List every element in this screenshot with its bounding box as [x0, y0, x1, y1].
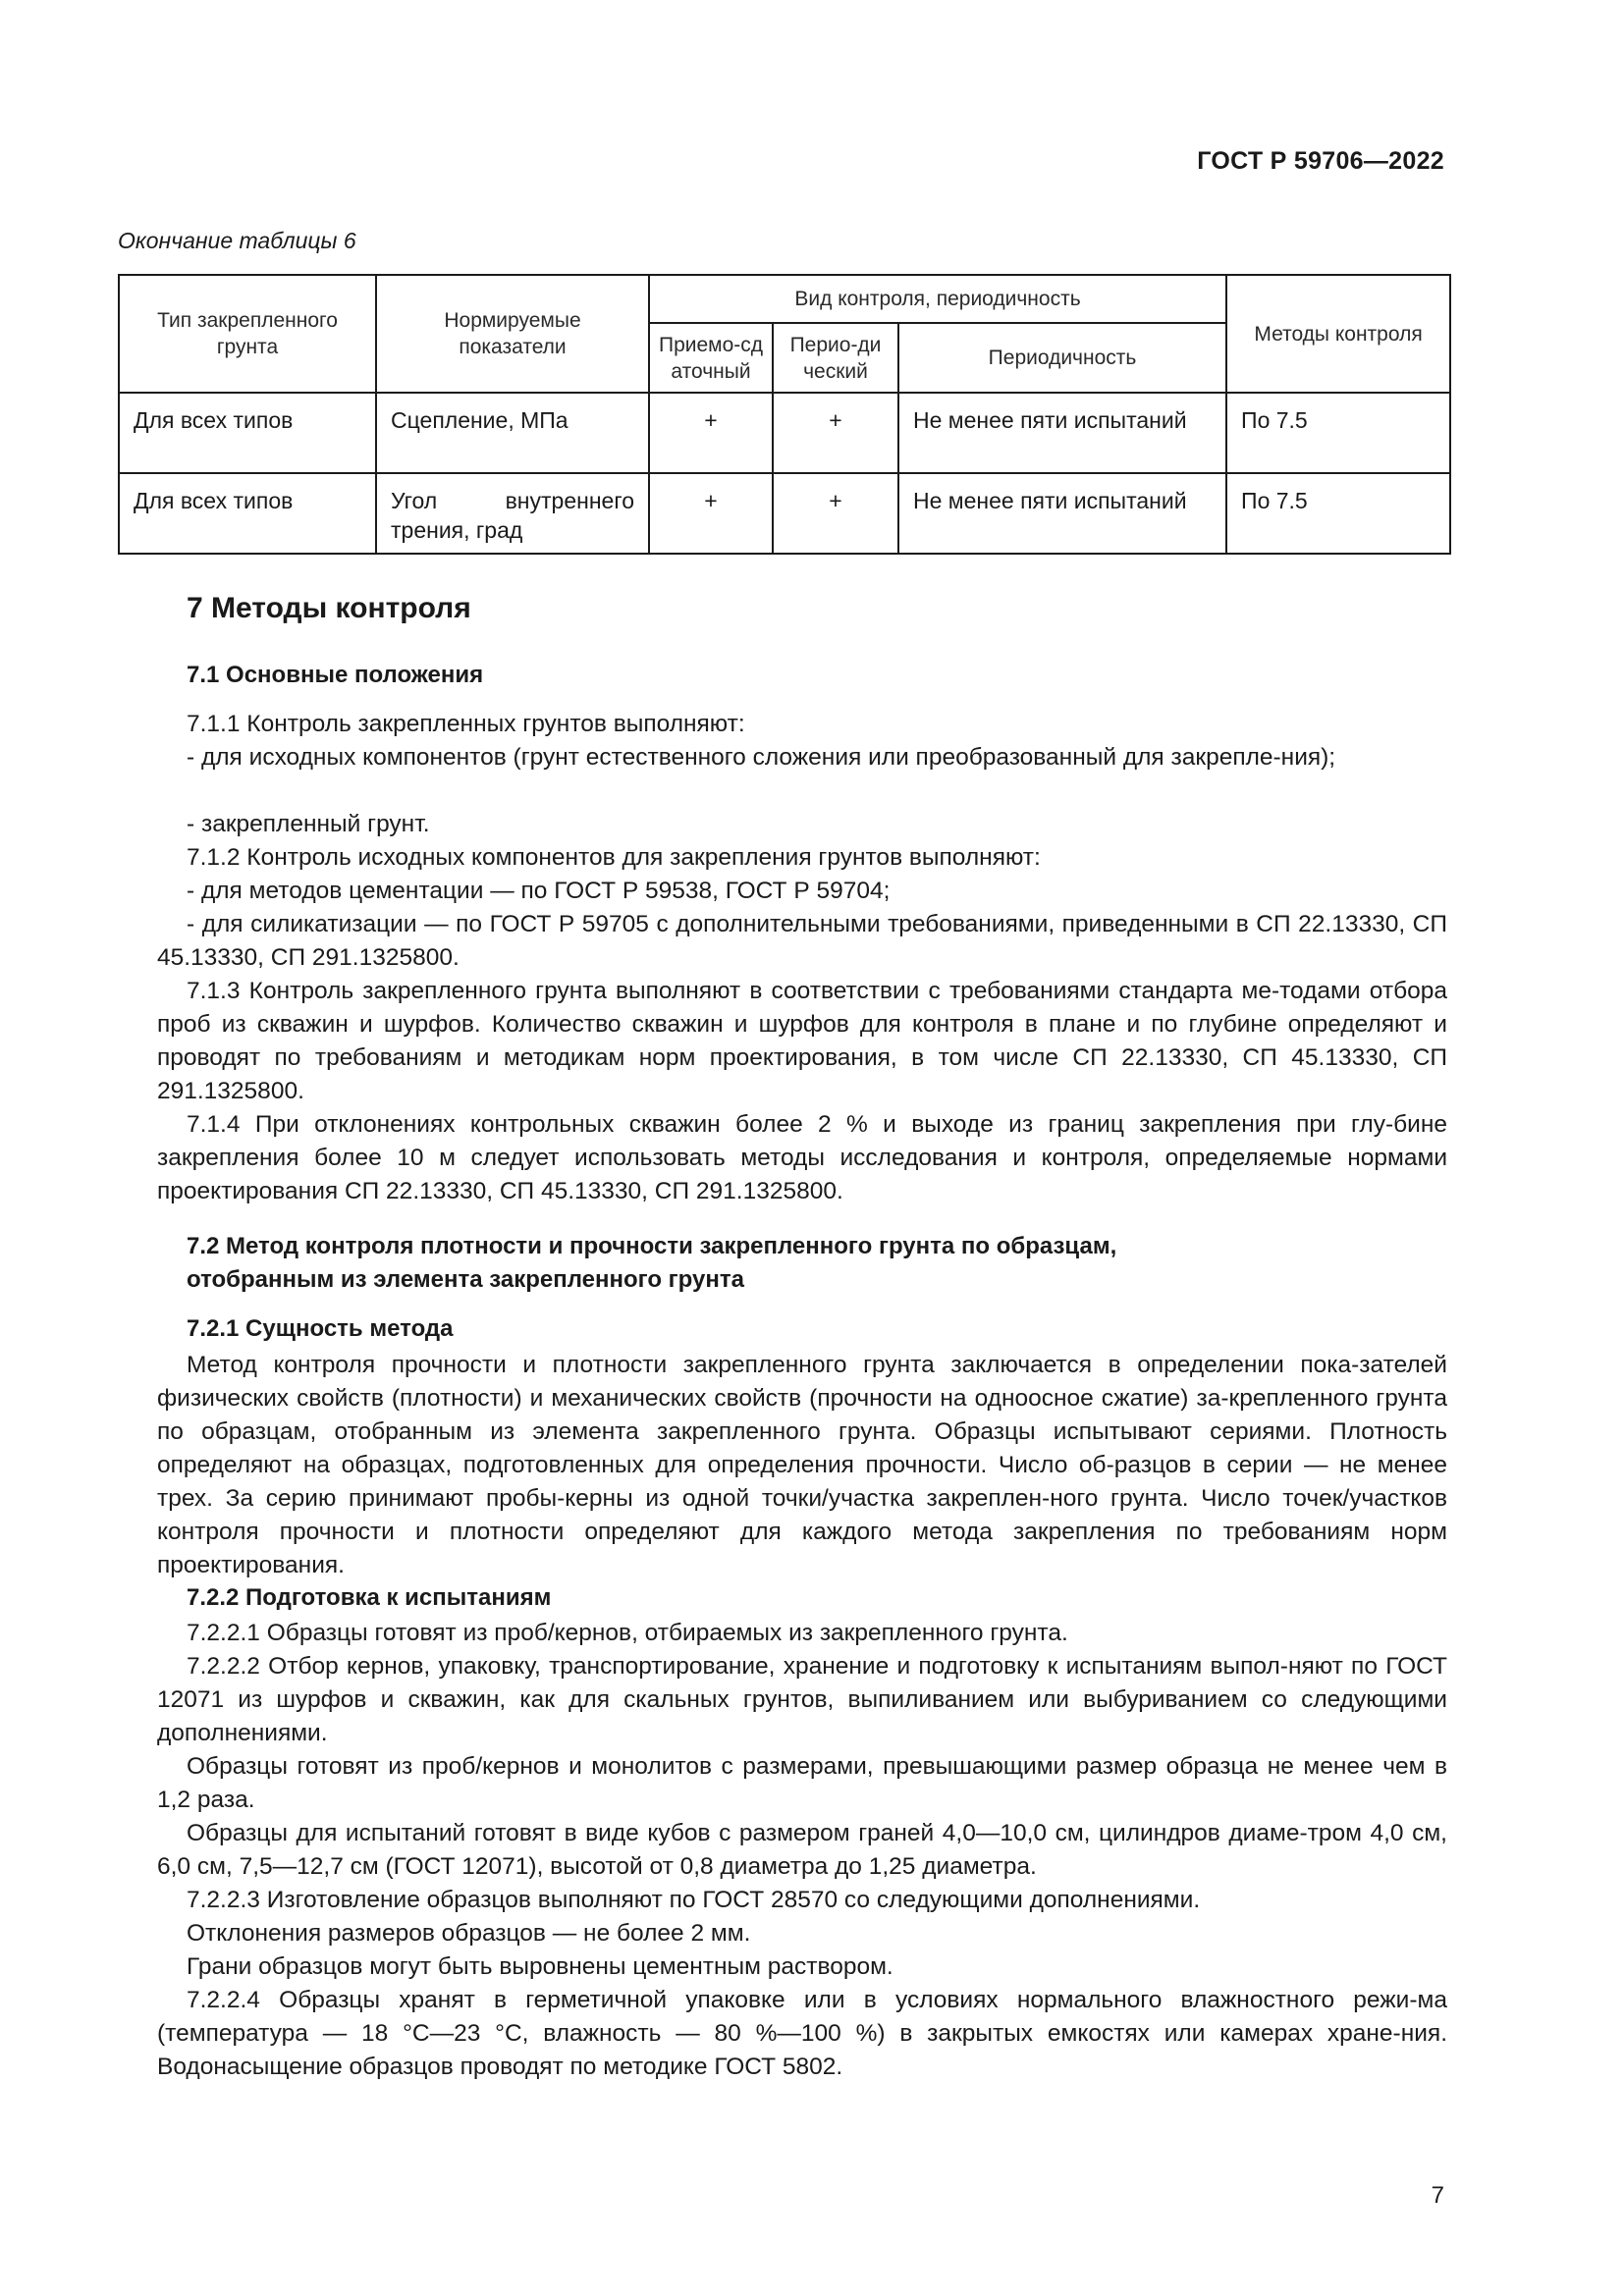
- cell-method: По 7.5: [1226, 473, 1450, 554]
- section-7-2-1-title: 7.2.1 Сущность метода: [187, 1315, 454, 1342]
- paragraph-7-2-2-3-b: Грани образцов могут быть выровнены цементным раствором.: [187, 1953, 893, 1980]
- paragraph-7-2-2-2-a: [157, 1750, 1447, 1817]
- paragraph-7-2-2-2-b: [157, 1817, 1447, 1884]
- section-7-2-title-line1: 7.2 Метод контроля плотности и прочности закрепленного грунта по образцам,: [187, 1233, 1117, 1259]
- paragraph-7-1-4: [157, 1108, 1447, 1208]
- cell-indicator: Сцепление, МПа: [376, 393, 649, 473]
- header-periodicity: Периодичность: [898, 323, 1226, 393]
- paragraph-7-1-1-a: [157, 741, 1447, 774]
- paragraph-7-2-2-4-text: 7.2.2.4 Образцы хранят в герметичной упаковке или в условиях нормального влажностного режи-ма (температура — 18 °С—23 °С, влажность — 80 %—100 %) в закрытых емкостях или камерах хране-ния. Водонасыщение образцов проводят по методике ГОСТ 5802.: [157, 1987, 1447, 2080]
- header-methods: Методы контроля: [1226, 275, 1450, 393]
- paragraph-7-1-3: [157, 975, 1447, 1108]
- paragraph-7-2-2-2-b-text: Образцы для испытаний готовят в виде кубов с размером граней 4,0—10,0 см, цилиндров диаме-тром 4,0 см, 6,0 см, 7,5—12,7 см (ГОСТ 12071), высотой от 0,8 диаметра до 1,25 диаметра.: [157, 1820, 1447, 1880]
- header-periodic-text: Перио-дический: [789, 333, 882, 383]
- paragraph-7-1-2-b: [157, 908, 1447, 975]
- cell-soil-type: Для всех типов: [119, 473, 376, 554]
- cell-periodic: +: [773, 473, 898, 554]
- paragraph-7-2-2-1: 7.2.2.1 Образцы готовят из проб/кернов, отбираемых из закрепленного грунта.: [187, 1620, 1068, 1646]
- paragraph-7-2-2-2-a-text: Образцы готовят из проб/кернов и монолитов с размерами, превышающими размер образца не менее чем в 1,2 раза.: [157, 1753, 1447, 1813]
- paragraph-7-1-1-b: - закрепленный грунт.: [187, 811, 430, 837]
- header-acceptance-text: Приемо-сдаточный: [658, 333, 764, 383]
- table-caption: Окончание таблицы 6: [118, 228, 356, 253]
- paragraph-7-1-1-a-text: - для исходных компонентов (грунт естественного сложения или преобразованный для закрепле-ния);: [187, 744, 1336, 771]
- cell-periodicity: Не менее пяти испытаний: [898, 473, 1226, 554]
- section-7-2-2-title: 7.2.2 Подготовка к испытаниям: [187, 1584, 552, 1611]
- cell-soil-type: Для всех типов: [119, 393, 376, 473]
- cell-indicator-line1: Угол внутреннего: [391, 488, 634, 513]
- paragraph-7-1-1: 7.1.1 Контроль закрепленных грунтов выполняют:: [187, 711, 745, 737]
- section-7-2-title-line2: отобранным из элемента закрепленного грунта: [187, 1266, 744, 1293]
- table-row: [119, 393, 1450, 473]
- cell-indicator-line2: трения, град: [391, 517, 523, 543]
- cell-acceptance: +: [649, 473, 773, 554]
- header-periodic: [773, 323, 898, 393]
- paragraph-7-2-1-text: Метод контроля прочности и плотности закрепленного грунта заключается в определении пока-зателей физических свойств (плотности) и механических свойств (прочности на одноосное сжатие) за-крепленного грунта по образцам, отобранным из элемента закрепленного грунта. Образцы испытывают сериями. Плотность определяют на образцах, подготовленных для определения прочности. Число об-разцов в серии — не менее трех. За серию принимают пробы-керны из одной точки/участка закреплен-ного грунта. Число точек/участков контроля прочности и плотности определяют для каждого метода закрепления по требованиям норм проектирования.: [157, 1352, 1447, 1578]
- header-indicators: Нормируемые показатели: [376, 275, 649, 393]
- header-acceptance: [649, 323, 773, 393]
- section-7-title: 7 Методы контроля: [187, 592, 471, 624]
- paragraph-7-2-2-4: [157, 1984, 1447, 2084]
- paragraph-7-1-4-text: 7.1.4 При отклонениях контрольных скважин более 2 % и выходе из границ закрепления при глу-бине закрепления более 10 м следует использовать методы исследования и контроля, определяемые нормами проектирования СП 22.13330, СП 45.13330, СП 291.1325800.: [157, 1111, 1447, 1204]
- paragraph-7-2-2-2: [157, 1650, 1447, 1750]
- paragraph-7-1-2-b-text: - для силикатизации — по ГОСТ Р 59705 с дополнительными требованиями, приведенными в СП 22.13330, СП 45.13330, СП 291.1325800.: [157, 911, 1447, 971]
- page-number: 7: [1431, 2182, 1444, 2209]
- header-soil-type: Тип закрепленного грунта: [119, 275, 376, 393]
- header-control-group: Вид контроля, периодичность: [649, 275, 1226, 323]
- paragraph-7-1-3-text: 7.1.3 Контроль закрепленного грунта выполняют в соответствии с требованиями стандарта ме-тодами отбора проб из скважин и шурфов. Количество скважин и шурфов для контроля в плане и по глубине определяют и проводят по требованиям и методикам норм проектирования, в том числе СП 22.13330, СП 45.13330, СП 291.1325800.: [157, 978, 1447, 1104]
- cell-periodic: +: [773, 393, 898, 473]
- paragraph-7-1-2: 7.1.2 Контроль исходных компонентов для закрепления грунтов выполняют:: [187, 844, 1041, 871]
- cell-acceptance: +: [649, 393, 773, 473]
- table-row: [119, 473, 1450, 554]
- cell-method: По 7.5: [1226, 393, 1450, 473]
- standard-id: ГОСТ Р 59706—2022: [1197, 147, 1444, 175]
- paragraph-7-2-1: [157, 1349, 1447, 1582]
- paragraph-7-2-2-2-text: 7.2.2.2 Отбор кернов, упаковку, транспортирование, хранение и подготовку к испытаниям выпол-няют по ГОСТ 12071 из шурфов и скважин, как для скальных грунтов, выпиливанием или выбуриванием со следующими дополнениями.: [157, 1653, 1447, 1746]
- cell-periodicity: Не менее пяти испытаний: [898, 393, 1226, 473]
- section-7-2-title: [187, 1230, 1116, 1297]
- paragraph-7-1-2-a: - для методов цементации — по ГОСТ Р 59538, ГОСТ Р 59704;: [187, 878, 891, 904]
- control-table: [118, 274, 1451, 555]
- cell-indicator: [376, 473, 649, 554]
- paragraph-7-2-2-3: 7.2.2.3 Изготовление образцов выполняют по ГОСТ 28570 со следующими дополнениями.: [187, 1887, 1201, 1913]
- section-7-1-title: 7.1 Основные положения: [187, 662, 484, 688]
- paragraph-7-2-2-3-a: Отклонения размеров образцов — не более 2 мм.: [187, 1920, 751, 1947]
